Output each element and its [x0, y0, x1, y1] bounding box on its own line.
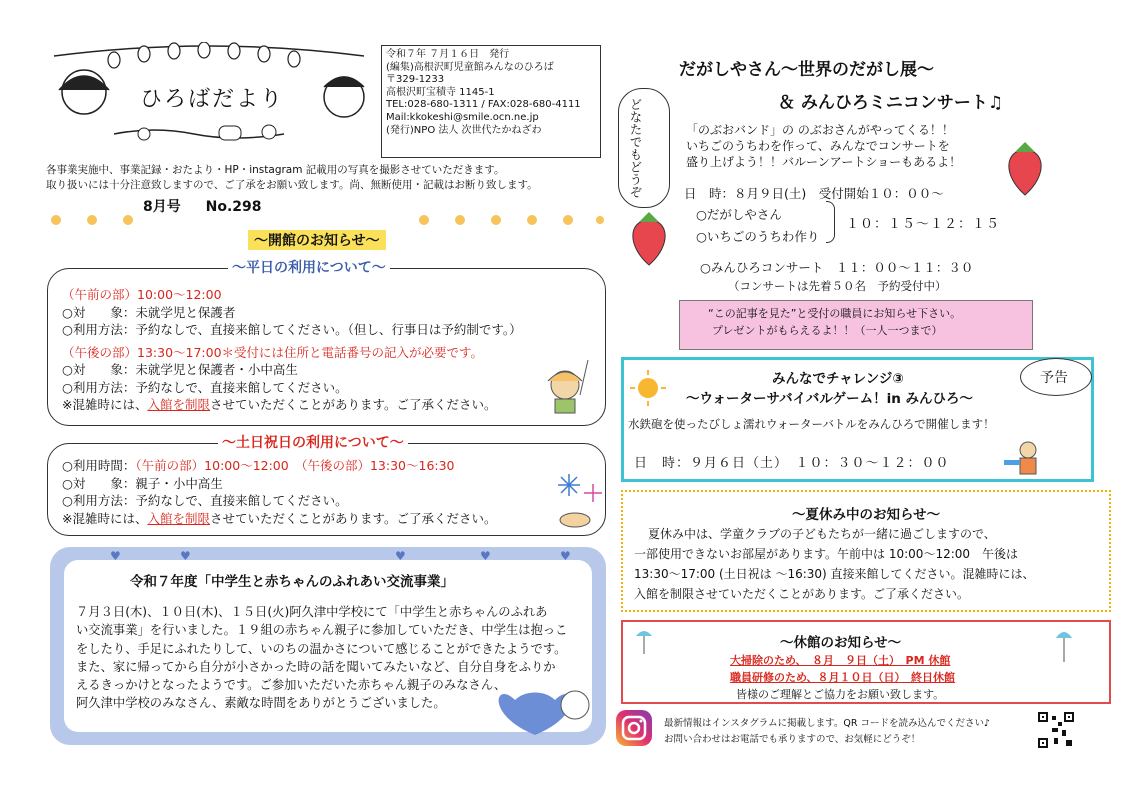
weekend-content [62, 457, 497, 527]
crowd-notice [62, 510, 497, 528]
summer-line: 13:30～17:00 (土日祝は ～16:30) 直接来館してください。混雑時には、 [634, 567, 1035, 581]
wind-chime-icon [632, 626, 656, 656]
summer-body [634, 524, 1035, 604]
crowd-post: させていただくことがあります。ご了承ください。 [210, 397, 497, 412]
water-gun-kid-illustration [1000, 438, 1044, 478]
sun-decoration-row [44, 210, 604, 230]
body-line: ７月３日(木)、１０日(木)、１５日(火)阿久津中学校にて「中学生と赤ちゃんのふれあ [76, 605, 548, 619]
instagram-icon[interactable] [614, 708, 654, 748]
crowd-pre: ※混雑時には、 [62, 510, 148, 526]
weekday-content [62, 286, 522, 414]
opening-notice-heading: ～開館のお知らせ～ [248, 230, 386, 250]
closure-line: 大掃除のため、 ８月 ９日（土） PM 休館 [730, 654, 951, 667]
crowd-notice [62, 396, 522, 414]
pm-title: （午後の部）13:30～17:00＊受付には住所と電話番号の記入が必要です。 [62, 344, 484, 360]
item-uchiwa: ○いちごのうちわ作り [696, 229, 820, 244]
girl-with-net-illustration [540, 355, 590, 415]
desc-line: 「のぶおバンド」の のぶおさんがやってくる！！ [686, 123, 954, 137]
heart-baby-illustration [490, 680, 600, 740]
weekend-target: ○対 象：親子・小中高生 [62, 475, 223, 491]
info-line: (編集)高根沢町児童館みんなのひろば [386, 61, 554, 73]
summer-line: 夏休み中は、学童クラブの子どもたちが一緒に過ごしますので、 [648, 527, 996, 541]
info-line: (発行)NPO 法人 次世代たかねざわ [386, 124, 542, 136]
instagram-notice: 最新情報はインスタグラムに掲載します。QR コードを読み込んでください♪ [664, 718, 991, 729]
publisher-info-box [381, 45, 601, 158]
preview-badge: 予告 [1040, 370, 1068, 386]
bubble-text: どなたでもどうぞ [628, 98, 643, 198]
challenge-subtitle: ～ウォーターサバイバルゲーム！in みんひろ～ [686, 391, 974, 407]
strawberry-illustration [624, 210, 674, 270]
crowd-post: させていただくことがあります。ご了承ください。 [210, 510, 497, 526]
closure-thanks: 皆様のご理解とご協力をお願い致します。 [736, 688, 945, 701]
info-line: TEL:028-680-1311 / FAX:028-680-4111 [386, 99, 581, 111]
body-line: また、家に帰ってから自分が小さかった時の話を聞いてみたいなど、自分自身をふりか [76, 659, 556, 674]
weekend-time [62, 457, 497, 475]
wind-chime-icon [1052, 626, 1076, 666]
concert-note: （コンサートは先着５０名 予約受付中） [728, 279, 947, 293]
closure-line: 職員研修のため、８月１０日（日） 終日休館 [730, 671, 956, 684]
am-title: （午前の部）10:00～12:00 [62, 287, 222, 302]
summer-heading: ～夏休み中のお知らせ～ [792, 507, 941, 523]
speech-bubble [618, 88, 670, 208]
exchange-heading: 令和７年度「中学生と赤ちゃんのふれあい交流事業」 [130, 574, 454, 590]
svg-text:♥: ♥ [560, 549, 571, 563]
body-line: をしたり、手足にふれたりして、いのちの温かさについて感じることができたようです。 [76, 641, 567, 656]
present-line: “この記事を見た”と受付の職員にお知らせ下さい。 [708, 307, 962, 320]
weekday-heading: ～平日の利用について～ [228, 257, 390, 277]
svg-text:♥: ♥ [110, 549, 121, 563]
pm-target: ○対 象：未就学児と保護者・小中高生 [62, 362, 298, 377]
svg-text:♥: ♥ [395, 549, 406, 563]
crowd-red: 入館を制限 [147, 510, 210, 526]
svg-text:♥: ♥ [180, 549, 191, 563]
notice-line: 取り扱いには十分注意致しますので、ご了承をお願い致します。尚、無断使用・記載はお断り致します。 [46, 179, 538, 191]
info-line: 令和７年 ７月１６日 発行 [386, 49, 510, 60]
challenge-date: 日 時：９月６日（土） １０：３０～１２：００ [634, 456, 950, 471]
issue-no: No.298 [205, 199, 262, 215]
challenge-desc: 水鉄砲を使ったびしょ濡れウォーターバトルをみんひろで開催します！ [628, 417, 995, 431]
crowd-red: 入館を制限 [147, 397, 210, 412]
closure-heading: ～休館のお知らせ～ [780, 635, 902, 651]
dagashi-date: 日 時：８月９日(土) 受付開始１０：００～ [684, 186, 944, 201]
body-line: い交流事業」を行いました。１９組の赤ちゃん親子に参加していただき、中学生は抱っこ [76, 623, 568, 638]
svg-text:♥: ♥ [480, 549, 491, 563]
strawberry-illustration [1000, 140, 1050, 200]
item-dagashi: ○だがしやさん [696, 207, 782, 222]
desc-line: いちごのうちわを作って、みんなでコンサートを [686, 139, 950, 153]
summer-line: 一部使用できないお部屋があります。午前中は 10:00～12:00 午後は [634, 547, 1019, 561]
weekend-method: ○利用方法：予約なしで、直接来館してください。 [62, 493, 348, 508]
phone-notice: お問い合わせはお電話でも承りますので、お気軽にどうぞ！ [664, 734, 921, 745]
sun-icon [630, 370, 666, 406]
qr-code-icon[interactable] [1038, 712, 1074, 748]
dagashi-description [686, 122, 961, 170]
newsletter-title: ひろばだより [140, 87, 285, 112]
dagashi-title: だがしやさん～世界のだがし展～ [679, 60, 934, 80]
challenge-title: みんなでチャレンジ③ [772, 371, 904, 387]
bracket [826, 201, 835, 243]
info-line: Mail:kkokeshi@smile.ocn.ne.jp [386, 111, 539, 123]
fireworks-illustration [553, 470, 605, 530]
notice-line: 各事業実施中、事業記録・おたより・HP・instagram 記載用の写真を撮影させていただきます。 [46, 164, 505, 176]
concert-title: ＆ みんひろミニコンサート♫ [778, 93, 1004, 113]
am-target: ○対 象：未就学児と保護者 [62, 304, 236, 320]
info-line: 〒329-1233 [386, 74, 445, 86]
time-red: （午前の部）10:00～12:00 （午後の部）13:30～16:30 [135, 458, 455, 473]
info-line: 高根沢町宝積寺 1145-1 [386, 86, 495, 98]
pm-method: ○利用方法：予約なしで、直接来館してください。 [62, 379, 348, 395]
concert-time: ○みんひろコンサート １１：００～１１：３０ [700, 260, 974, 275]
body-line: えるきっかけとなったようです。ご参加いただいた赤ちゃん親子のみなさん、 [76, 678, 507, 693]
summer-line: 入館を制限させていただくことがあります。ご了承ください。 [634, 587, 970, 601]
am-method: ○利用方法：予約なしで、直接来館してください。（但し、行事日は予約制です。） [62, 322, 522, 337]
body-line: 阿久津中学校のみなさん、素敵な時間をありがとうございました。 [76, 696, 446, 711]
heart-border-decoration [60, 548, 600, 564]
time-pre: ○利用時間： [62, 458, 136, 473]
weekend-heading: ～土日祝日の利用について～ [218, 432, 408, 452]
item-time: １０：１５～１２：１５ [846, 217, 1001, 232]
present-line: プレゼントがもらえるよ！！（一人一つまで） [712, 324, 943, 337]
crowd-pre: ※混雑時には、 [62, 397, 148, 412]
photo-notice [46, 163, 538, 193]
desc-line: 盛り上げよう！！バルーンアートショーもあるよ！ [686, 155, 962, 169]
issue-month: 8月号 [143, 199, 181, 215]
